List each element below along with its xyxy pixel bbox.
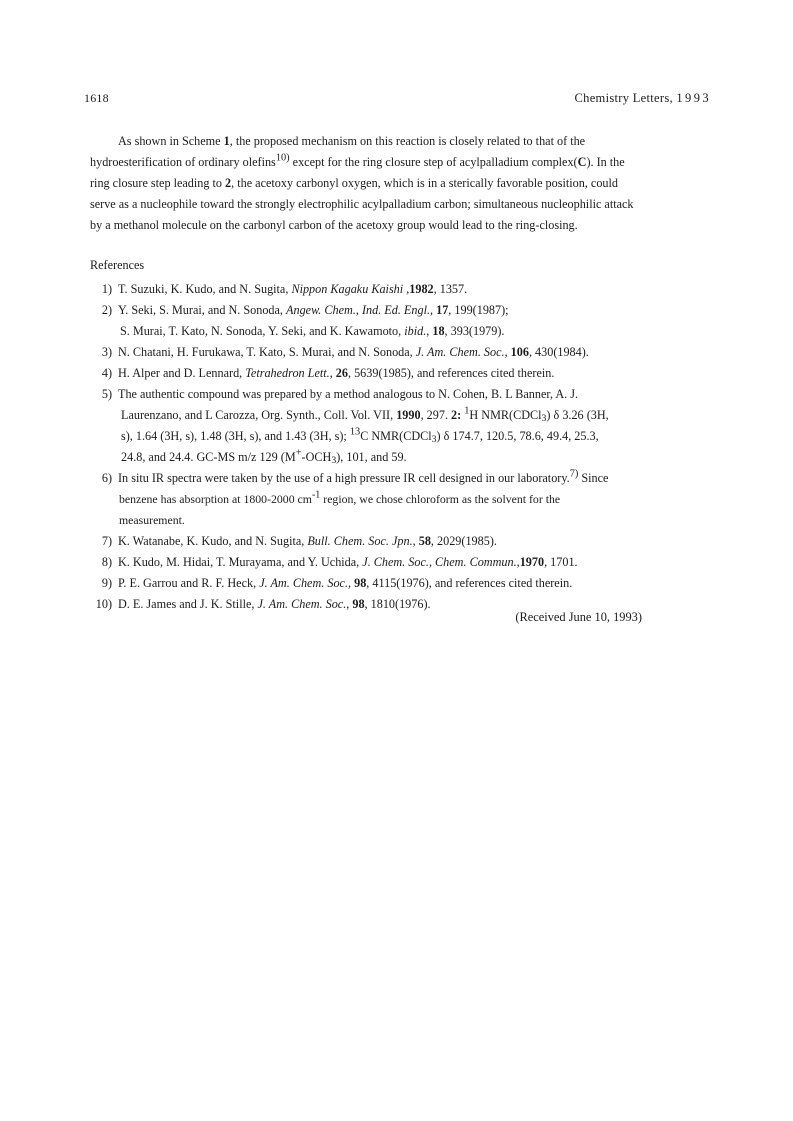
journal-title: Chemistry Letters, (574, 91, 673, 105)
reference-item: 7) K. Watanabe, K. Kudo, and N. Sugita, Bull. Chem. Soc. Jpn., 58, 2029(1985). (0, 531, 793, 552)
reference-item: 4) H. Alper and D. Lennard, Tetrahedron Lett., 26, 5639(1985), and references cited therein. (0, 363, 793, 384)
reference-number: 7) (101, 534, 112, 548)
body-paragraph (90, 131, 710, 236)
reference-item: 8) K. Kudo, M. Hidai, T. Murayama, and Y. Uchida, J. Chem. Soc., Chem. Commun.,1970, 1701. (0, 552, 793, 573)
reference-number: 6) (101, 471, 112, 485)
reference-item: 5) The authentic compound was prepared by a method analogous to N. Cohen, B. L Banner, A. J. Laurenzano, and L Carozza, Org. Synth., Coll. Vol. VII, 1990, 297. 2: $^1$H NMR(CDCl$_3$) δ 3.26 (3H, s), 1.64 (3H, s), 1.48 (3H, s), and 1.43 (3H, s); $^{13}$C NMR(CDCl$_3$) δ 174.7, 120.5, 78.6, 49.4, 25.3, 24.8, and 24.4. GC-MS m/z 129 $(M^+-OCH_3)$, 101, and 59. (0, 384, 793, 468)
reference-number: 3) (101, 345, 112, 359)
journal-year: 1993 (676, 91, 711, 105)
paragraph-line: ring closure step leading to 2, the acetoxy carbonyl oxygen, which is in a sterically favorable position, could (90, 176, 618, 190)
reference-item: 9) P. E. Garrou and R. F. Heck, J. Am. Chem. Soc., 98, 4115(1976), and references cited therein. (0, 573, 793, 594)
reference-number: 2) (101, 303, 112, 317)
reference-item: 3) N. Chatani, H. Furukawa, T. Kato, S. Murai, and N. Sonoda, J. Am. Chem. Soc., 106, 430(1984). (0, 342, 793, 363)
reference-number: 10) (95, 597, 112, 611)
references-list (0, 279, 793, 615)
page-number: 1618 (84, 91, 109, 105)
reference-number: 4) (101, 366, 112, 380)
journal-name (575, 91, 711, 106)
reference-number: 1) (101, 282, 112, 296)
reference-number: 5) (101, 387, 112, 401)
reference-item: 2) Y. Seki, S. Murai, and N. Sonoda, Angew. Chem., Ind. Ed. Engl., 17, 199(1987); S. Murai, T. Kato, N. Sonoda, Y. Seki, and K. Kawamoto, ibid., 18, 393(1979). (0, 300, 793, 342)
references-heading: References (90, 258, 145, 272)
received-date: (Received June 10, 1993) (515, 610, 642, 624)
paragraph-line: hydroesterification of ordinary olefins$^{10)}$ except for the ring closure step of acylpalladium complex(C). In the (90, 152, 625, 169)
reference-item: 10) D. E. James and J. K. Stille, J. Am. Chem. Soc., 98, 1810(1976). (0, 594, 793, 615)
reference-number: 8) (101, 555, 112, 569)
paragraph-line: As shown in Scheme 1, the proposed mechanism on this reaction is closely related to that of the (118, 134, 586, 148)
paragraph-line: serve as a nucleophile toward the strongly electrophilic acylpalladium carbon; simultaneous nucleophilic attack (90, 197, 634, 211)
paragraph-line: by a methanol molecule on the carbonyl carbon of the acetoxy group would lead to the ring-closing. (90, 218, 578, 232)
reference-number: 9) (101, 576, 112, 590)
reference-item: 1) T. Suzuki, K. Kudo, and N. Sugita, Nippon Kagaku Kaishi ,1982, 1357. (0, 279, 793, 300)
reference-item: 6) In situ IR spectra were taken by the use of a high pressure IR cell designed in our laboratory.$^{7)}$ Since benzene has absorption at 1800-2000 $cm^{-1}$ region, we chose chloroform as the solvent for the measurement. (0, 468, 793, 531)
page-header (84, 91, 711, 107)
